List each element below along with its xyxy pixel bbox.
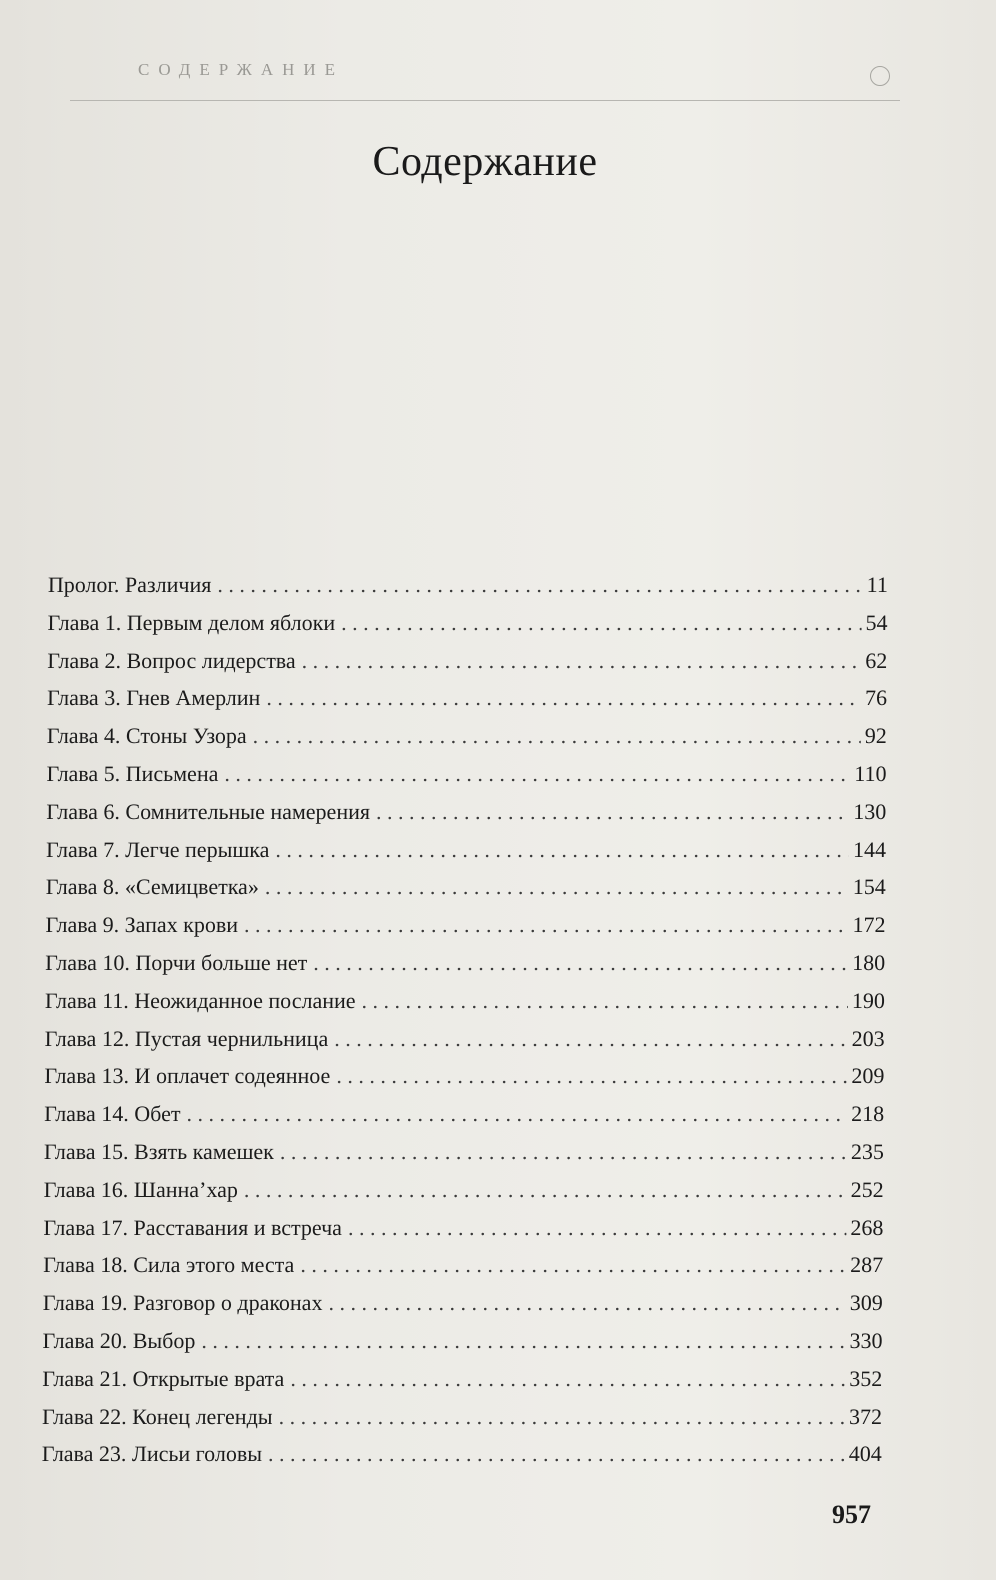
toc-entry-title: Глава 1. Первым делом яблоки <box>47 609 336 635</box>
toc-entry-page: 172 <box>852 912 886 938</box>
toc-entry <box>42 1398 882 1436</box>
toc-entry-title: Глава 19. Разговор о драконах <box>42 1290 323 1316</box>
toc-entry-title: Глава 14. Обет <box>44 1101 181 1127</box>
toc-entry-page: 203 <box>851 1025 885 1051</box>
dot-leader <box>300 1246 846 1284</box>
toc-entry-page: 404 <box>848 1441 882 1467</box>
toc-entry-title: Пролог. Различия <box>47 572 212 597</box>
toc-entry-page: 235 <box>850 1138 884 1164</box>
toc-entry <box>47 717 887 755</box>
toc-entry-title: Глава 15. Взять камешек <box>43 1138 275 1164</box>
toc-entry <box>44 1171 884 1209</box>
dot-leader <box>217 566 863 604</box>
toc-entry-title: Глава 3. Гнев Амерлин <box>46 685 261 711</box>
toc-entry-title: Глава 13. И оплачет содеянное <box>44 1063 331 1089</box>
toc-entry <box>44 1133 884 1171</box>
dot-leader <box>341 604 862 642</box>
toc-entry-title: Глава 18. Сила этого места <box>43 1252 295 1278</box>
toc-entry <box>47 642 887 680</box>
toc-entry <box>42 1360 882 1398</box>
header-rule <box>70 100 900 101</box>
toc-entry-page: 54 <box>865 609 888 635</box>
dot-leader <box>266 679 861 717</box>
toc-entry-page: 180 <box>852 949 886 975</box>
toc-entry-title: Глава 22. Конец легенды <box>41 1403 273 1429</box>
toc-entry <box>46 868 886 906</box>
toc-entry <box>42 1322 882 1360</box>
toc-entry-page: 352 <box>849 1365 883 1391</box>
toc-entry-page: 190 <box>851 987 886 1013</box>
dot-leader <box>290 1360 845 1398</box>
table-of-contents <box>42 566 888 1473</box>
toc-entry-title: Глава 6. Сомнительные намерения <box>46 798 371 824</box>
toc-entry-page: 287 <box>850 1252 884 1278</box>
toc-entry <box>43 1284 883 1322</box>
toc-entry <box>46 755 886 793</box>
toc-entry-page: 309 <box>849 1290 883 1316</box>
toc-entry <box>46 831 886 869</box>
dot-leader <box>313 944 848 982</box>
toc-entry <box>45 1020 885 1058</box>
dot-leader <box>328 1284 846 1322</box>
dot-leader <box>265 868 849 906</box>
toc-entry <box>45 982 885 1020</box>
toc-entry <box>45 944 885 982</box>
toc-entry-title: Глава 4. Стоны Узора <box>46 723 247 749</box>
running-head: СОДЕРЖАНИЕ <box>138 60 345 79</box>
toc-entry <box>43 1246 883 1284</box>
toc-entry-page: 209 <box>851 1063 885 1089</box>
toc-entry-title: Глава 20. Выбор <box>42 1327 196 1353</box>
toc-entry-page: 154 <box>852 874 886 900</box>
toc-entry-title: Глава 10. Порчи больше нет <box>45 949 308 975</box>
page-title: Содержание <box>372 139 598 186</box>
toc-entry-title: Глава 8. «Семицветка» <box>45 874 259 900</box>
dot-leader <box>376 793 849 831</box>
toc-entry-title: Глава 11. Неожиданное послание <box>44 987 356 1013</box>
toc-entry-page: 110 <box>854 760 887 786</box>
toc-entry-page: 218 <box>851 1101 885 1127</box>
toc-entry-page: 62 <box>865 647 888 673</box>
toc-entry-page: 252 <box>850 1176 884 1202</box>
toc-entry-title: Глава 16. Шанна’хар <box>43 1176 238 1202</box>
toc-entry <box>44 1095 884 1133</box>
toc-entry-title: Глава 9. Запах крови <box>45 912 239 938</box>
dot-leader <box>348 1209 847 1247</box>
toc-entry-page: 372 <box>848 1403 883 1429</box>
dot-leader <box>302 642 862 680</box>
toc-entry-title: Глава 2. Вопрос лидерства <box>47 647 296 673</box>
dot-leader <box>186 1095 847 1133</box>
toc-entry-title: Глава 12. Пустая чернильница <box>44 1025 329 1051</box>
dot-leader <box>280 1133 847 1171</box>
toc-entry-page: 76 <box>864 685 888 711</box>
dot-leader <box>334 1020 848 1058</box>
dot-leader <box>201 1322 845 1360</box>
dot-leader <box>224 755 850 793</box>
dot-leader <box>275 831 849 869</box>
toc-entry-page: 144 <box>852 836 887 862</box>
page-number: 957 <box>832 1500 871 1529</box>
dot-leader <box>244 1171 847 1209</box>
toc-entry-page: 92 <box>864 723 887 749</box>
toc-entry-title: Глава 17. Расставания и встреча <box>43 1214 343 1240</box>
dot-leader <box>361 982 848 1020</box>
dot-leader <box>244 906 849 944</box>
toc-entry <box>42 1435 882 1473</box>
dot-leader <box>336 1057 847 1095</box>
toc-entry-page: 268 <box>850 1214 884 1240</box>
ornament-icon <box>870 66 890 86</box>
toc-entry-title: Глава 5. Письмена <box>46 760 219 786</box>
toc-entry <box>45 906 885 944</box>
toc-entry <box>44 1057 884 1095</box>
toc-entry <box>47 679 887 717</box>
dot-leader <box>278 1398 845 1436</box>
toc-entry <box>46 793 886 831</box>
toc-entry <box>48 566 888 604</box>
toc-entry-page: 11 <box>866 572 888 597</box>
dot-leader <box>268 1435 845 1473</box>
toc-entry-page: 130 <box>853 798 887 824</box>
dot-leader <box>253 717 861 755</box>
toc-entry-title: Глава 21. Открытые врата <box>42 1365 285 1391</box>
toc-entry <box>43 1209 883 1247</box>
toc-entry-title: Глава 23. Лисьи головы <box>41 1441 263 1467</box>
toc-entry-title: Глава 7. Легче перышка <box>45 836 270 862</box>
toc-entry-page: 330 <box>849 1327 883 1353</box>
toc-entry <box>47 604 887 642</box>
